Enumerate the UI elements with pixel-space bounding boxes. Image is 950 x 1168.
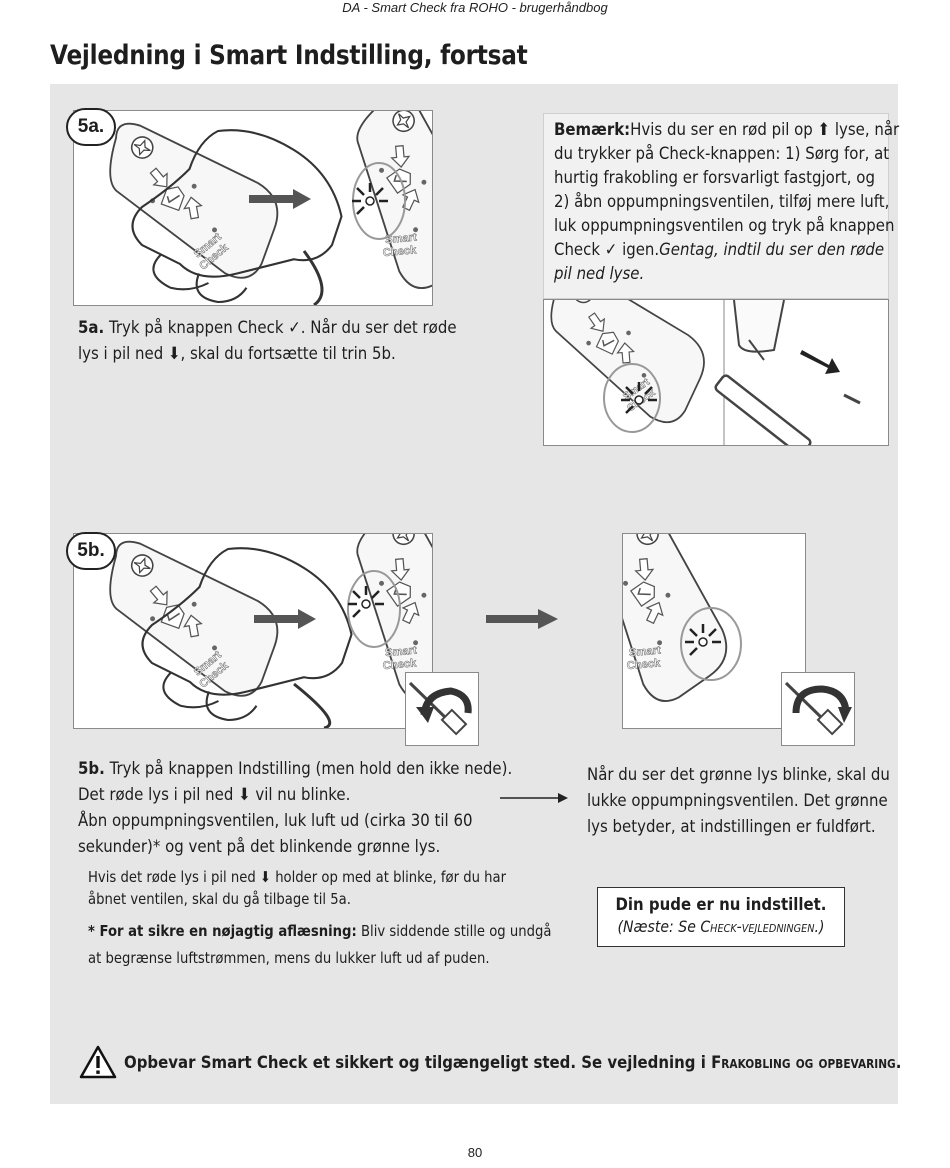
note-line1: Hvis du ser en rød pil op ⬆ lyse, når [630, 120, 900, 140]
warning-body: Opbevar Smart Check et sikkert og tilgængeligt sted. Se vejledning i [124, 1053, 712, 1073]
step-5b-extra1: Hvis det røde lys i pil ned ⬇ holder op med at blinke, før du har [88, 868, 507, 886]
step-badge-5a: 5a. [66, 108, 116, 146]
accuracy-line2: at begrænse luftstrømmen, mens du lukker luft ud af puden. [88, 949, 490, 967]
step-5b-line1: Tryk på knappen Indstilling (men hold den ikke nede). [109, 759, 513, 779]
result-line2-ref[interactable]: Check-vejledningen. [700, 917, 819, 936]
step-5a-label: 5a. [78, 318, 105, 338]
warning-text [124, 1050, 901, 1076]
valve-inset-open [405, 672, 479, 746]
step-5b-text [78, 756, 512, 860]
page-title: Vejledning i Smart Indstilling, fortsat [50, 40, 528, 71]
green-line2: lukke oppumpningsventilen. Det grønne [587, 791, 888, 811]
step-5a-text [78, 315, 457, 367]
result-line2-prefix: (Næste: Se [617, 917, 701, 936]
page-number: 80 [467, 1145, 483, 1160]
step-5b-extra2: åbnet ventilen, skal du gå tilbage til 5a. [88, 890, 351, 908]
figure-5b [73, 533, 433, 729]
result-line2-suffix: ) [818, 917, 825, 936]
warning-link[interactable]: Frakobling og opbevaring. [711, 1053, 902, 1073]
step-5a-line2: lys i pil ned ⬇, skal du fortsætte til trin 5b. [78, 344, 396, 364]
warning-triangle-icon [79, 1045, 117, 1079]
step-5b-label: 5b. [78, 759, 105, 779]
thin-arrow-right-icon [500, 791, 570, 805]
accuracy-label: * For at sikre en nøjagtig aflæsning: [88, 922, 357, 940]
result-line1: Din pude er nu indstillet. [615, 895, 827, 915]
running-header: DA - Smart Check fra ROHO - brugerhåndbog [342, 0, 608, 15]
figure-note [543, 299, 889, 446]
step-5b-line4: sekunder)* og vent på det blinkende grønne lys. [78, 837, 441, 857]
note-line2: du trykker på Check-knappen: 1) Sørg for, at [554, 144, 890, 164]
step-badge-5b: 5b. [66, 532, 116, 570]
figure-green [622, 533, 806, 729]
valve-inset-close [781, 672, 855, 746]
figure-5a [73, 110, 433, 306]
accuracy-note [88, 918, 551, 972]
step-5b-extra [88, 866, 506, 910]
green-line1: Når du ser det grønne lys blinke, skal du [587, 765, 890, 785]
green-light-text [587, 762, 890, 840]
note-line6a: Check ✓ igen. [554, 240, 660, 260]
step-5a-line1: Tryk på knappen Check ✓. Når du ser det røde [108, 318, 457, 338]
green-line3: lys betyder, at indstillingen er fuldført. [587, 817, 876, 837]
note-line4: 2) åbn oppumpningsventilen, tilføj mere luft, [554, 192, 890, 212]
step-5b-line3: Åbn oppumpningsventilen, luk luft ud (cirka 30 til 60 [78, 811, 473, 831]
note-label: Bemærk: [554, 120, 631, 140]
note-line7: pil ned lyse. [554, 264, 645, 284]
note-line6b: Gentag, indtil du ser den røde [659, 240, 885, 260]
step-5b-line2: Det røde lys i pil ned ⬇ vil nu blinke. [78, 785, 351, 805]
result-line2 [613, 917, 829, 936]
result-box [597, 887, 845, 947]
arrow-right-icon [486, 608, 560, 630]
note-line3: hurtig frakobling er forsvarligt fastgjort, og [554, 168, 875, 188]
note-text [554, 118, 899, 286]
note-line5: luk oppumpningsventilen og tryk på knappen [554, 216, 895, 236]
accuracy-line1: Bliv siddende stille og undgå [356, 922, 552, 940]
